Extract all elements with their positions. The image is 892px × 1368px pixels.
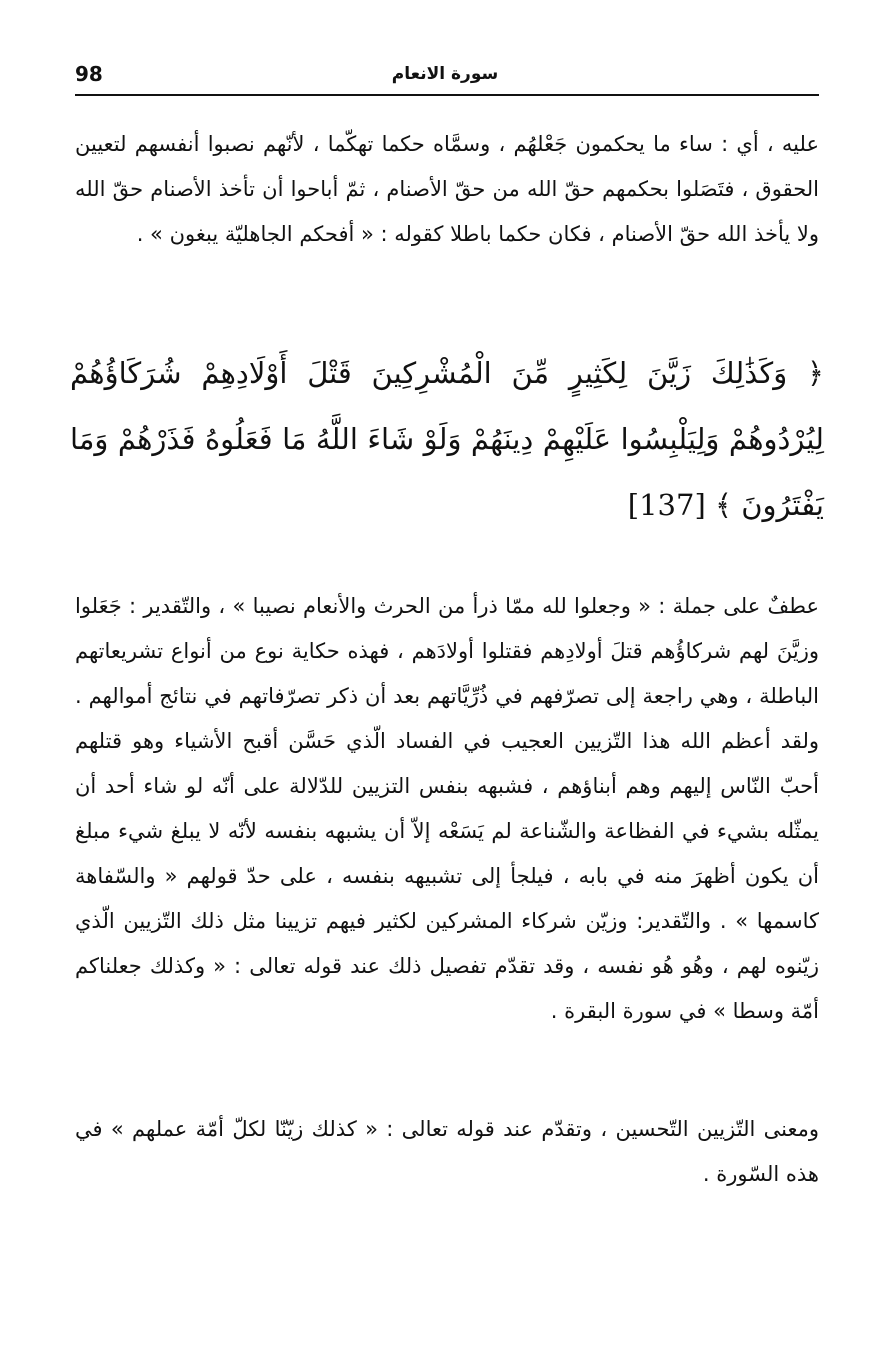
commentary-paragraph-1: عليه ، أي : ساء ما يحكمون جَعْلهُم ، وسمَّاه حكما تهكّما ، لأنّهم نصبوا أنفسهم لتعيين الحقوق ، فتَصَلوا بحكمهم حقّ الله من حقّ الأصنام ، ثمّ أباحوا أن تأخذ الأصنام حقّ الله ولا يأخذ الله حقّ الأصنام ، فكان حكما باطلا كقوله : « أفحكم الجاهليّة يبغون » . bbox=[75, 132, 819, 246]
commentary-paragraph-2: عطفٌ على جملة : « وجعلوا لله ممّا ذرأ من الحرث والأنعام نصيبا » ، والتّقدير : جَعَلوا وزيَّنَ لهم شركاؤُهم قتلَ أولادِهم فقتلوا أولادَهم ، فهذه حكاية نوع من أنواع تشريعاتهم الباطلة ، وهي راجعة إلى تصرّفهم في ذُرِّيَّاتهم بعد أن ذكر تصرّفاتهم في نتائج أموالهم . ولقد أعظم الله هذا التّزيين العجيب في الفساد الّذي حَسَّن أقبح الأشياء وهو قتلهم أحبّ النّاس إليهم وهم أبناؤهم ، فشبهه بنفس التزيين للدّلالة على أنّه لو شاء أحد أن يمثّله بشيء في الفظاعة والشّناعة لم يَسَعْه إلاّ أن يشبهه بنفسه لأنّه لا يبلغ شيء مبلغ أن يكون أظهرَ منه في بابه ، فيلجأ إلى تشبيهه بنفسه ، على حدّ قولهم « والسّفاهة كاسمها » . والتّقدير: وزيّن شركاء المشركين لكثير فيهم تزيينا مثل ذلك التّزيين الّذي زيّنوه لهم ، وهُو هُو نفسه ، وقد تقدّم تفصيل ذلك عند قوله تعالى : « وكذلك جعلناكم أمّة وسطا » في سورة البقرة . bbox=[75, 594, 819, 1023]
quran-verse: ﴿ وَكَذَٰلِكَ زَيَّنَ لِكَثِيرٍ مِّنَ الْمُشْرِكِينَ قَتْلَ أَوْلَادِهِمْ شُرَكَاؤُهُمْ لِيُرْدُوهُمْ وَلِيَلْبِسُوا عَلَيْهِمْ دِينَهُمْ وَلَوْ شَاءَ اللَّهُ مَا فَعَلُوهُ فَذَرْهُمْ وَمَا يَفْتَرُونَ ﴾ [137] bbox=[70, 356, 824, 522]
page-header bbox=[75, 58, 817, 94]
running-title: سورة الانعام bbox=[391, 64, 499, 84]
page-number: 98 bbox=[75, 62, 103, 86]
header-rule bbox=[75, 94, 819, 96]
commentary-paragraph-3: ومعنى التّزيين التّحسين ، وتقدّم عند قوله تعالى : « كذلك زيّنّا لكلّ أمّة عملهم » في هذه السّورة . bbox=[75, 1117, 819, 1186]
